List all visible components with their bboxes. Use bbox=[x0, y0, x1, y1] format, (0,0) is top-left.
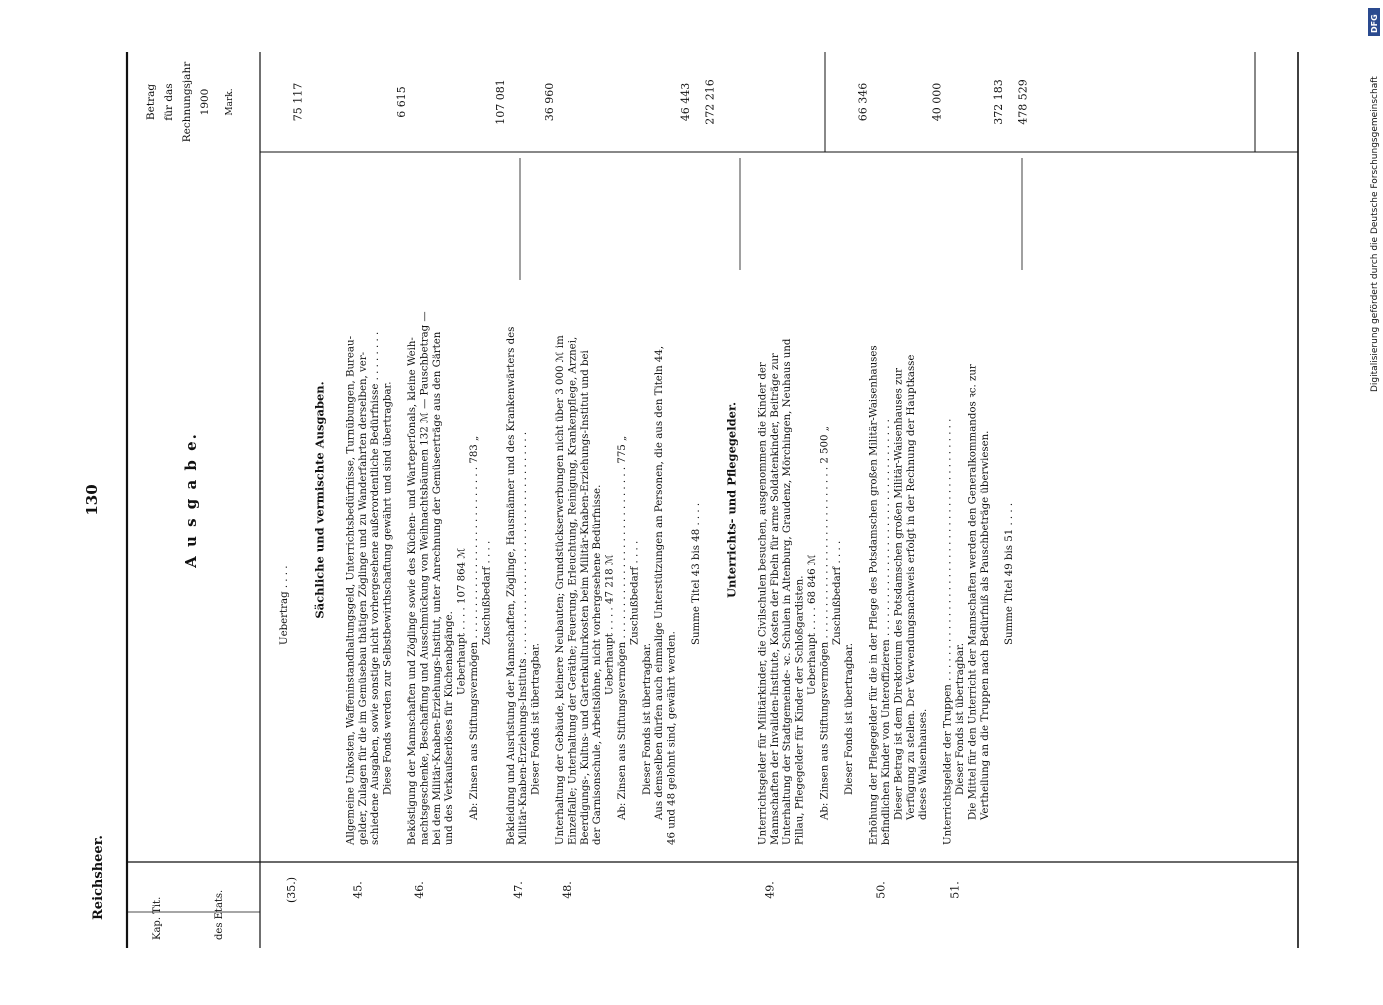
text-line: Dieser Fonds ist übertragbar. bbox=[955, 643, 966, 795]
kap-tit-number: 51. bbox=[948, 881, 962, 899]
amount-value: 46 443 bbox=[679, 82, 692, 122]
text-line: Zuschußbedarf . . . . bbox=[629, 540, 641, 645]
table-row bbox=[757, 338, 855, 899]
kap-tit-number: (35.) bbox=[285, 876, 298, 904]
text-line: Vertheilung an die Truppen nach Bedürfniß als Pauschbeträge überwiesen. bbox=[979, 430, 991, 820]
sidebar-credit bbox=[1368, 8, 1380, 392]
amount-value: 66 346 bbox=[856, 82, 870, 122]
header-betrag-line: Betrag bbox=[145, 83, 157, 121]
text-line: Die Mittel für den Unterricht der Mannschaften werden den Generalkommandos ꝛc. zur bbox=[967, 364, 979, 820]
text-line: Uebertrag . . . . bbox=[279, 565, 290, 645]
text-line: Dieser Betrag ist dem Direktorium des Potsdamschen großen Militär-Waisenhauses zur bbox=[893, 368, 905, 820]
text-line: gelder, Zulagen für die im Gemüsebau thätigen Zöglinge und zu Wanderfahrten derselben, ver- bbox=[357, 351, 369, 845]
text-line: Ueberhaupt . . . . 68 846 ℳ bbox=[807, 554, 818, 695]
amount-value: 40 000 bbox=[930, 82, 944, 122]
text-line: Verfügung zu stellen. Der Verwendungsnachweis erfolgt in der Rechnung der Hauptkasse bbox=[905, 354, 917, 820]
text-line: Zuschußbedarf . . . . bbox=[481, 540, 493, 645]
text-line: Summe Titel 49 bis 51 . . . . bbox=[1004, 502, 1016, 645]
text-line: 46 und 48 gelohnt sind, gewährt werden. bbox=[666, 631, 678, 845]
amount-column bbox=[291, 79, 1029, 125]
amount-value: 107 081 bbox=[493, 79, 507, 125]
amount-value: 272 216 bbox=[703, 79, 717, 125]
text-line: Erhöhung der Pflegegelder für die in der Pflege des Potsdamschen großen Militär-Waisenhauses bbox=[868, 345, 880, 845]
header-mark: Mark. bbox=[225, 88, 235, 116]
amount-value: 6 615 bbox=[395, 86, 408, 118]
kap-tit-number: 46. bbox=[413, 881, 426, 899]
text-line: Allgemeine Unkosten, Waffeninstandhaltungsgeld, Unterrichtsbedürfnisse, Turnübungen, Bureau- bbox=[345, 335, 357, 845]
amount-value: 478 529 bbox=[1016, 79, 1030, 125]
text-line: und des Verkaufserlöses für Küchenabgänge. bbox=[444, 611, 456, 845]
kap-tit-number: 48. bbox=[561, 881, 574, 899]
text-line: Unterrichtsgelder der Truppen . . . . . . . . . . . . . . . . . . . . . . . . . . . . . . . . . . . . . . . . . bbox=[942, 418, 954, 845]
table-row bbox=[345, 332, 393, 899]
text-line: Einzelfalle; Unterhaltung der Geräthe; Feuerung, Erleuchtung, Reinigung, Krankenpflege, Arznei, bbox=[567, 336, 579, 845]
header-betrag-line: für das bbox=[163, 83, 175, 121]
text-line: nachtsgeschenke, Beschaffung und Ausschmückung von Weihnachtsbäumen 132 ℳ — Pauschbetrag — bbox=[419, 311, 431, 845]
section-title: A u s g a b e. bbox=[182, 432, 200, 568]
text-line: Zuschußbedarf . . . . bbox=[831, 540, 843, 645]
kap-tit-number: 50. bbox=[874, 881, 888, 899]
text-line: Bekleidung und Ausrüstung der Mannschaften, Zöglinge, Hausmänner und des Krankenwärters des bbox=[505, 326, 517, 845]
table-row bbox=[312, 381, 326, 618]
subsection-heading: Sächliche und vermischte Ausgaben. bbox=[312, 381, 327, 619]
text-line: Beköstigung der Mannschaften und Zöglinge sowie des Küchen- und Warteperſonals, kleine Weih- bbox=[407, 337, 418, 845]
text-line: Mannschaften der Invaliden-Institute, Kosten der Fibeln für arme Soldatenkinder, Beiträge zur bbox=[769, 353, 781, 845]
text-line: Ueberhaupt . . . . 107 864 ℳ bbox=[456, 547, 468, 695]
text-line: Militär-Knaben-Erziehungs-Instituts . . . . . . . . . . . . . . . . . . . . . . . . . . . . . . . . . . . bbox=[518, 431, 530, 845]
subsection-heading: Unterrichts- und Pflegegelder. bbox=[724, 402, 739, 598]
text-line: Ab: Zinsen aus Stiftungsvermögen . . . . . . . . . . . . . . . . . . . . . . . . . . . 775 „ bbox=[617, 435, 628, 820]
table-row bbox=[869, 345, 930, 898]
dfg-badge: DFG bbox=[1370, 14, 1379, 33]
text-line: bei dem Militär-Knaben-Erziehungs-Institut, unter Anrechnung der Gemüseerträge aus den Gärten bbox=[431, 331, 443, 845]
text-line: Summe Titel 43 bis 48 . . . . bbox=[691, 502, 702, 645]
text-line: schiedene Ausgaben, sowie sonstige nicht vorhergesehene außerordentliche Bedürfnisse . . . . . . . . bbox=[370, 331, 382, 845]
text-line: Dieser Fonds ist übertragbar. bbox=[641, 643, 653, 795]
text-line: Dieser Fonds ist übertragbar. bbox=[844, 643, 856, 795]
header-betrag-line: 1900 bbox=[199, 88, 211, 116]
kap-tit-number: 49. bbox=[763, 881, 777, 899]
table-row bbox=[555, 335, 678, 899]
amount-value: 372 183 bbox=[992, 79, 1006, 125]
text-line: dieses Waisenhauses. bbox=[918, 708, 930, 820]
text-line: Pillau, Pflegegelder für Kinder der Schloßgardisten. bbox=[794, 575, 806, 845]
text-line: Unterhaltung der Stadtgemeinde- ꝛc. Schulen in Altenburg, Graudenz, Mörchingen, Neuhaus und bbox=[782, 338, 794, 845]
table-row bbox=[943, 364, 991, 899]
text-line: Ab: Zinsen aus Stiftungsvermögen . . . . . . . . . . . . . . . . . . . . . . . . . . . 783 „ bbox=[469, 435, 480, 820]
kap-tit-number: 45. bbox=[351, 881, 365, 899]
table-row bbox=[407, 311, 492, 898]
running-head-area bbox=[83, 61, 235, 940]
text-line: Diese Fonds werden zur Selbstbewirthschaftung gewährt und sind übertragbar. bbox=[382, 381, 394, 795]
table-row bbox=[724, 402, 738, 598]
table-row bbox=[1004, 503, 1015, 645]
table-row bbox=[279, 565, 298, 903]
running-head: Reichsheer. bbox=[91, 835, 106, 920]
header-kap-tit: Kap. Tit. bbox=[152, 896, 163, 940]
body-text bbox=[279, 311, 1015, 903]
amount-value: 36 960 bbox=[543, 82, 556, 122]
text-line: Unterrichtsgelder für Militärkinder, die Civilschulen besuchen, ausgenommen die Kinder der bbox=[757, 362, 769, 845]
text-line: Aus demselben dürfen auch einmalige Unterstützungen an Personen, die aus den Titeln 44, bbox=[654, 345, 666, 820]
text-line: Unterhaltung der Gebäude, kleinere Neubauten; Grundstückserwerbungen nicht über 3 000 ℳ im bbox=[555, 335, 566, 845]
text-line: Dieser Fonds ist übertragbar. bbox=[530, 643, 542, 795]
header-des-etats: des Etats. bbox=[214, 889, 225, 940]
table-rules bbox=[127, 52, 1298, 948]
text-line: der Garnisonschule, Arbeitslöhne, nicht vorhergesehene Bedürfnisse. bbox=[592, 484, 604, 845]
table-row bbox=[691, 503, 702, 645]
amount-value: 75 117 bbox=[291, 82, 305, 122]
text-line: befindlichen Kinder von Unteroffizieren . . . . . . . . . . . . . . . . . . . . . . . . . . . . . . . . . . bbox=[881, 419, 892, 845]
text-line: Ueberhaupt . . . . 47 218 ℳ bbox=[604, 554, 616, 695]
text-line: Beerdigungs-, Kultus- und Gartenkulturkosten beim Militär-Knaben-Erziehungs-Institut und bei bbox=[579, 350, 591, 845]
table-row bbox=[506, 327, 542, 899]
text-line: Ab: Zinsen aus Stiftungsvermögen . . . . . . . . . . . . . . . . . . . . . . . . . . . 2 500 „ bbox=[819, 425, 831, 820]
sidebar-text: Digitalisierung gefördert durch die Deutsche Forschungsgemeinschaft bbox=[1370, 76, 1380, 392]
page-number: 130 bbox=[83, 484, 101, 516]
header-betrag-line: Rechnungsjahr bbox=[181, 61, 193, 143]
kap-tit-number: 47. bbox=[511, 881, 525, 899]
